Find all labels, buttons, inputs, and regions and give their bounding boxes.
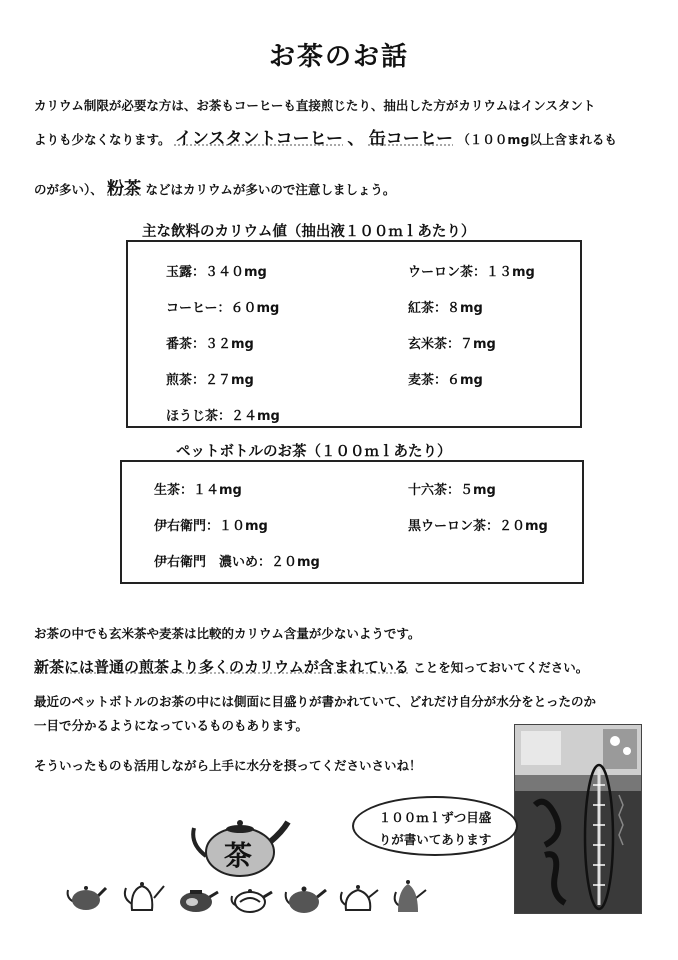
list-item: 玉露：３４０mg	[166, 265, 267, 280]
small-teapot-3	[174, 884, 220, 918]
section1-box	[126, 240, 582, 428]
list-item: 番茶：３２mg	[166, 337, 254, 352]
list-item: 伊右衛門 濃いめ：２０mg	[154, 555, 320, 570]
small-teapot-7	[388, 878, 428, 918]
callout-bubble	[352, 796, 518, 856]
new-tea-note: ことを知っておいてください。	[413, 660, 589, 675]
teapot-icon	[188, 812, 292, 878]
intro-warning: などはカリウムが多いので注意しましょう。	[145, 182, 396, 197]
teapot-icon	[174, 884, 220, 914]
teapot-icon	[388, 878, 428, 914]
body-paragraph-3-line-2: 一目で分かるようになっているものもあります。	[34, 718, 309, 733]
powder-tea-text: 粉茶	[107, 179, 142, 199]
callout-line-2: りが書いてあります	[378, 832, 492, 847]
comma-text: 、	[347, 129, 365, 149]
small-teapot-5	[282, 882, 328, 918]
list-item: 十六茶：５mg	[408, 483, 496, 498]
list-item: 生茶：１４mg	[154, 483, 242, 498]
instant-coffee-text: インスタントコーヒー	[174, 129, 344, 149]
teapot-icon	[64, 880, 108, 912]
list-item: 煎茶：２７mg	[166, 373, 254, 388]
list-item: 伊右衛門：１０mg	[154, 519, 268, 534]
list-item: コーヒー：６０mg	[166, 301, 280, 316]
section2-box	[120, 460, 584, 584]
list-item: ほうじ茶：２４mg	[166, 409, 280, 424]
teapot-icon	[282, 882, 328, 914]
intro-text: よりも少なくなります。	[34, 132, 171, 147]
teapot-icon	[120, 880, 166, 914]
small-teapot-2	[120, 880, 166, 918]
body-paragraph-1: お茶の中でも玄米茶や麦茶は比較的カリウム含量が少ないようです。	[34, 626, 421, 641]
intro-line-2	[34, 124, 617, 149]
body-paragraph-2	[34, 656, 588, 677]
bottle-image	[515, 725, 641, 913]
list-item: 黒ウーロン茶：２０mg	[408, 519, 548, 534]
list-item: 紅茶：８mg	[408, 301, 483, 316]
intro-note-end: のが多い）、	[34, 182, 103, 197]
new-tea-emphasis: 新茶には普通の煎茶より多くのカリウムが含まれている	[34, 658, 409, 676]
small-teapot-1	[64, 880, 108, 916]
teapot-icon	[336, 882, 380, 914]
body-paragraph-4: そういったものも活用しながら上手に水分を摂ってくださいさいね！	[34, 758, 422, 773]
intro-line-1: カリウム制限が必要な方は、お茶もコーヒーも直接煎じたり、抽出した方がカリウムはインスタント	[34, 98, 596, 113]
small-teapot-4	[228, 884, 274, 918]
teapot-label: 茶	[224, 839, 253, 872]
intro-note: （１００mg以上含まれるも	[457, 132, 617, 147]
section2-title: ペットボトルのお茶（１００ｍｌあたり）	[176, 444, 452, 460]
list-item: ウーロン茶：１３mg	[408, 265, 535, 280]
list-item: 玄米茶：７mg	[408, 337, 496, 352]
section1-title: 主な飲料のカリウム値（抽出液１００ｍｌあたり）	[142, 224, 476, 240]
list-item: 麦茶：６mg	[408, 373, 483, 388]
teapot-icon	[228, 884, 274, 914]
can-coffee-text: 缶コーヒー	[368, 129, 454, 149]
pet-bottle-photo	[514, 724, 642, 914]
callout-line-1: １００ｍｌずつ目盛	[378, 810, 492, 825]
small-teapot-6	[336, 882, 380, 918]
intro-line-3	[34, 174, 395, 199]
page-title: お茶のお話	[268, 42, 409, 72]
body-paragraph-3-line-1: 最近のペットボトルのお茶の中には側面に目盛りが書かれていて、どれだけ自分が水分をとったのか	[34, 694, 597, 709]
